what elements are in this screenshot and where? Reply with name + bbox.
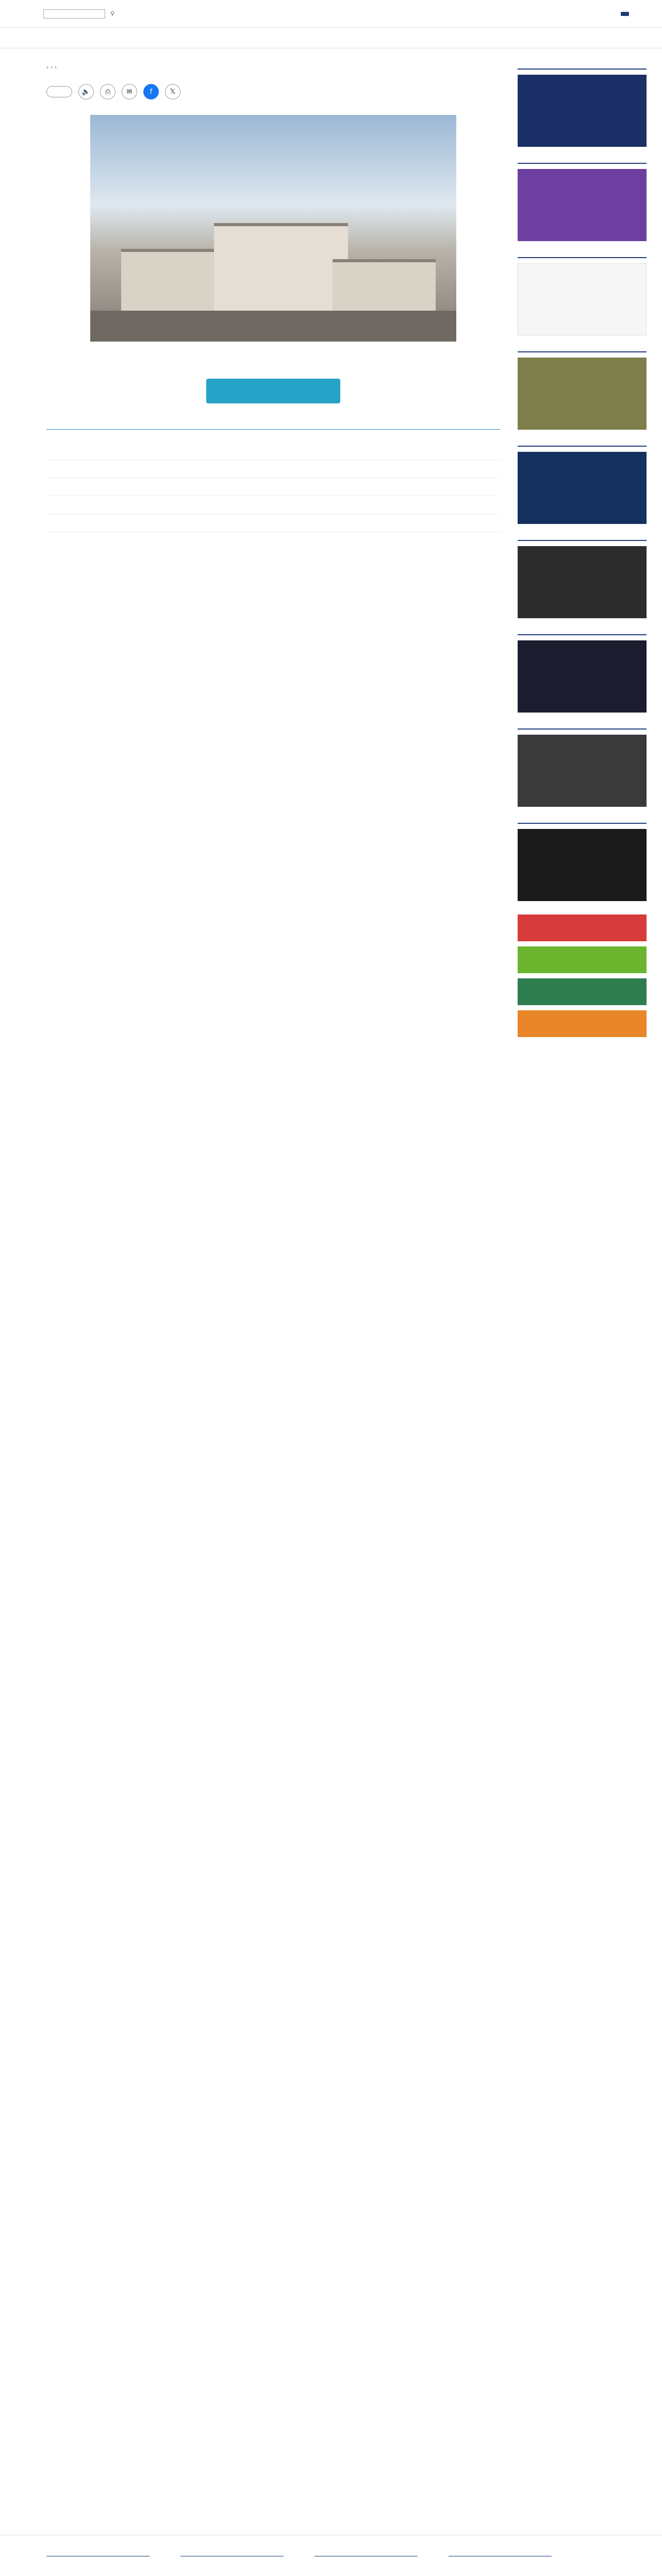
footer-col-1 — [46, 2553, 150, 2562]
footer-heading — [315, 2553, 418, 2556]
footer-heading — [46, 2553, 150, 2556]
subscribe-button[interactable] — [621, 12, 629, 16]
sidebar-heading — [518, 349, 647, 352]
sidebar-heading — [518, 160, 647, 164]
sidebar-banner[interactable] — [518, 546, 647, 618]
recommended-item[interactable] — [46, 442, 500, 460]
footer-heading — [449, 2553, 552, 2556]
sidebar-heading — [518, 820, 647, 824]
facebook-icon[interactable]: f — [143, 84, 159, 99]
header-left — [23, 9, 114, 19]
sidebar-section-3 — [518, 255, 647, 335]
sidebar-button-2[interactable] — [518, 946, 647, 973]
article-tools — [46, 84, 500, 99]
sidebar-banner[interactable] — [518, 263, 647, 335]
page-body — [0, 48, 662, 1050]
breadcrumb: › › › — [46, 64, 57, 71]
sidebar-section-2 — [518, 160, 647, 241]
article-column — [46, 48, 500, 1050]
sidebar-banner[interactable] — [518, 169, 647, 241]
search-icon[interactable]: ⚲ — [110, 10, 115, 17]
recommended-item[interactable] — [46, 478, 500, 496]
sidebar-button-3[interactable] — [518, 978, 647, 1005]
sidebar-section-7 — [518, 632, 647, 713]
sidebar-banner[interactable] — [518, 829, 647, 901]
sidebar — [518, 48, 647, 1050]
footer-col-2 — [180, 2553, 284, 2562]
back-number-button[interactable] — [206, 379, 340, 403]
top-bar — [0, 0, 662, 28]
sidebar-banner[interactable] — [518, 75, 647, 147]
mode-toggle[interactable] — [46, 86, 72, 97]
sidebar-heading — [518, 66, 647, 70]
sidebar-banner[interactable] — [518, 735, 647, 807]
header-right — [616, 12, 639, 16]
sidebar-banner[interactable] — [518, 358, 647, 430]
sidebar-buttons — [518, 914, 647, 1037]
sidebar-section-4 — [518, 349, 647, 430]
sidebar-heading — [518, 255, 647, 258]
speaker-icon[interactable]: 🔈 — [78, 84, 94, 99]
sidebar-heading — [518, 537, 647, 541]
main-nav — [0, 28, 662, 48]
footer-heading — [180, 2553, 284, 2556]
sidebar-section-5 — [518, 443, 647, 524]
footer-col-3 — [315, 2553, 418, 2562]
sidebar-banner[interactable] — [518, 640, 647, 713]
mail-icon[interactable]: ✉ — [122, 84, 137, 99]
sidebar-section-9 — [518, 820, 647, 901]
recommended-item[interactable] — [46, 460, 500, 478]
footer — [0, 2535, 662, 2562]
sidebar-button-4[interactable] — [518, 1010, 647, 1037]
recommended-item[interactable] — [46, 496, 500, 514]
print-icon[interactable]: ⎙ — [100, 84, 115, 99]
search-input[interactable] — [43, 9, 105, 19]
sidebar-section-8 — [518, 726, 647, 807]
sidebar-section-6 — [518, 537, 647, 618]
sidebar-banner[interactable] — [518, 452, 647, 524]
sidebar-button-1[interactable] — [518, 914, 647, 941]
sidebar-heading — [518, 726, 647, 730]
sidebar-heading — [518, 632, 647, 635]
recommended-item[interactable] — [46, 514, 500, 532]
footer-col-4 — [449, 2553, 552, 2562]
sidebar-section-1 — [518, 66, 647, 147]
recommended-list — [46, 442, 500, 532]
sidebar-heading — [518, 443, 647, 447]
x-icon[interactable]: 𝕏 — [165, 84, 180, 99]
recommended-heading — [46, 424, 500, 430]
article-photo — [90, 115, 456, 342]
